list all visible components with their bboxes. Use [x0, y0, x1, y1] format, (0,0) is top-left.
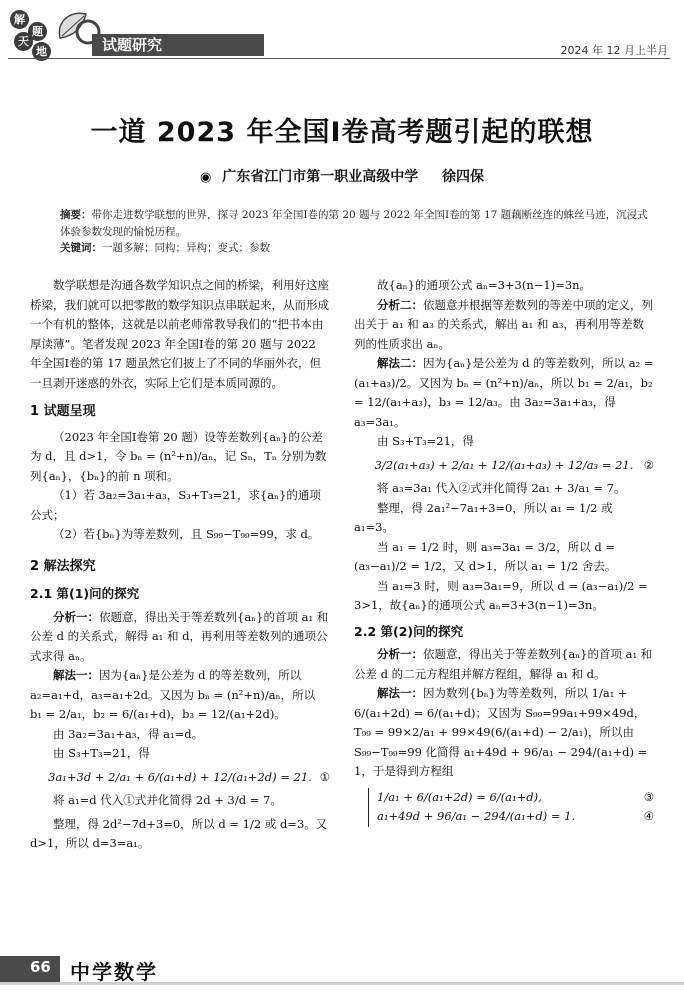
section-heading-1: 1 试题呈现	[30, 404, 96, 419]
keywords-label: 关键词：	[60, 242, 102, 254]
analysis-3	[354, 645, 654, 684]
solution-1-text-b: 由 3a₂=3a₁+a₃，得 a₁=d。	[53, 726, 204, 741]
section-name: 试题研究	[92, 34, 264, 56]
equation-1-number: ①	[319, 769, 330, 784]
logo-char-3: 天	[14, 32, 33, 51]
logo-char-4: 地	[32, 42, 51, 61]
analysis-1	[30, 608, 330, 667]
equation-3-number: ③	[643, 789, 654, 804]
problem-part-1: （1）若 3a₂=3a₁+a₃，S₃+T₃=21，求{aₙ}的通项公式；	[30, 488, 321, 522]
solution-3	[354, 684, 654, 782]
solution-2-label: 解法二：	[377, 356, 423, 370]
intro-paragraph: 数学联想是沟通各数学知识点之间的桥梁，利用好这座桥梁，我们就可以把零散的数学知识点串联起来，从而形成一个有机的整体，这就是以前老师常教导我们的“把书本由厚读薄”。笔者发现 2023 年全国Ⅰ卷的第 20 题与 2022 年全国Ⅰ卷的第 17 题虽然它们披上了不同的华丽外衣，但一旦剥开迷惑的外衣，实际上它们是本质同源的。	[30, 278, 329, 390]
solution-2-text-c: 将 a₃=3a₁ 代入②式并化简得 2a₁ + 3/a₁ = 7。	[377, 481, 626, 495]
solution-3-text-a: 因为数列{bₙ}为等差数列，所以 1/a₁ + 6/(a₁+2d) = 6/(a₁+d)；又因为 S₉₉=99a₁+99×49d，T₉₉ = 99×2/a₁ + 99×49(6/(a₁+d) − 2/a₁)，所以由 S₉₉−T₉₉=99 化简得 a₁+49d + 96/a₁ − 294/(a₁+d) = 1，于是得到方程组	[354, 686, 648, 778]
solution-2-text-a: 因为{aₙ}是公差为 d 的等差数列，所以 a₂ = (a₁+a₃)/2。又因为 bₙ = (n²+n)/aₙ，所以 b₁ = 2/a₁，b₂ = 12/(a₁+a₃)，b₃ = 12/a₃。由 3a₂=3a₁+a₃，得 a₃=3a₁。	[354, 356, 654, 429]
equation-1-body: 3a₁+3d + 2/a₁ + 6/(a₁+d) + 12/(a₁+2d) = 21.	[48, 769, 312, 784]
author-line	[0, 166, 684, 186]
problem-stem: （2023 年全国Ⅰ卷第 20 题）设等差数列{aₙ}的公差为 d，且 d>1，令 bₙ = (n²+n)/aₙ，记 Sₙ，Tₙ 分别为数列{aₙ}，{bₙ}的前 n 项和。	[30, 429, 327, 483]
subsection-heading-2-2: 2.2 第(2)问的探究	[354, 623, 464, 639]
solution-2-text-f: 当 a₁=3 时，则 a₃=3a₁=9，所以 d = (a₃−a₁)/2 = 3>1，故{aₙ}的通项公式 aₙ=3+3(n−1)=3n。	[354, 578, 648, 612]
author-mark-icon: ◉	[200, 170, 212, 185]
analysis-1-label: 分析一：	[53, 609, 99, 624]
solution-1	[30, 666, 330, 725]
section-heading-2: 2 解法探究	[30, 558, 96, 574]
solution-1-text-e: 整理，得 2d²−7d+3=0，所以 d = 1/2 或 d=3。又 d>1，所以 d=3=a₁。	[30, 816, 328, 850]
header-divider	[8, 58, 670, 59]
analysis-2-label: 分析二：	[377, 297, 423, 312]
system-line-3	[377, 788, 654, 808]
solution-2	[354, 354, 654, 432]
equation-1	[30, 768, 330, 788]
analysis-3-label: 分析一：	[377, 647, 423, 661]
equation-4-number: ④	[643, 809, 654, 823]
issue-date: 2024 年 12 月上半月	[560, 44, 668, 57]
equation-2	[354, 456, 654, 476]
equation-system	[368, 788, 654, 827]
solution-2-text-b: 由 S₃+T₃=21，得	[377, 434, 474, 448]
solution-1-text-d: 将 a₁=d 代入①式并化简得 2d + 3/d = 7。	[53, 793, 282, 807]
analysis-1-text: 依题意，得出关于等差数列{aₙ}的首项 a₁ 和公差 d 的关系式，解得 a₁ 和 d，再利用等差数列的通项公式求得 aₙ。	[30, 609, 329, 663]
analysis-3-text: 依题意，得出关于等差数列{aₙ}的首项 a₁ 和公差 d 的二元方程组并解方程组，解得 a₁ 和 d。	[354, 647, 653, 681]
left-column	[30, 276, 330, 854]
logo-char-2: 题	[28, 22, 47, 41]
right-text-1: 故{aₙ}的通项公式 aₙ=3+3(n−1)=3n。	[377, 278, 592, 292]
equation-4-body: a₁+49d + 96/a₁ − 294/(a₁+d) = 1.	[377, 809, 576, 823]
equation-2-number: ②	[643, 457, 654, 472]
keywords-text: 一题多解；同构；异构；变式；参数	[102, 242, 270, 254]
article-title: 一道 2023 年全国Ⅰ卷高考题引起的联想	[90, 117, 594, 148]
system-line-4	[377, 807, 654, 827]
solution-2-text-e: 当 a₁ = 1/2 时，则 a₃=3a₁ = 3/2，所以 d = (a₃−a₁)/2 = 1/2，又 d>1，所以 a₁ = 1/2 舍去。	[354, 539, 617, 573]
problem-part-2: （2）若{bₙ}为等差数列，且 S₉₉−T₉₉=99，求 d。	[53, 527, 320, 541]
solution-1-text-c: 由 S₃+T₃=21，得	[53, 746, 150, 760]
solution-3-label: 解法一：	[377, 686, 423, 700]
solution-1-label: 解法一：	[53, 668, 99, 682]
solution-2-text-d: 整理，得 2a₁²−7a₁+3=0，所以 a₁ = 1/2 或 a₁=3。	[354, 500, 613, 534]
solution-1-text-a: 因为{aₙ}是公差为 d 的等差数列，所以 a₂=a₁+d，a₃=a₁+2d。又因为 bₙ = (n²+n)/aₙ，所以 b₁ = 2/a₁，b₂ = 6/(a₁+d)，b₃ = 12/(a₁+2d)。	[30, 668, 316, 721]
keywords	[60, 240, 650, 255]
author-affiliation: 广东省江门市第一职业高级中学	[222, 169, 419, 185]
equation-2-body: 3/2(a₁+a₃) + 2/a₁ + 12/(a₁+a₃) + 12/a₃ = 21.	[374, 457, 634, 472]
page-number: 66	[30, 958, 51, 976]
abstract-label: 摘要：	[60, 209, 92, 221]
analysis-2	[354, 296, 654, 355]
author-name: 徐四保	[441, 169, 484, 185]
subsection-heading-2-1: 2.1 第(1)问的探究	[30, 586, 140, 601]
equation-3-body: 1/a₁ + 6/(a₁+2d) = 6/(a₁+d),	[377, 789, 542, 804]
logo-char-1: 解	[10, 10, 29, 29]
right-column	[354, 276, 654, 827]
abstract	[60, 207, 650, 241]
abstract-text: 带你走进数学联想的世界，探寻 2023 年全国Ⅰ卷的第 20 题与 2022 年全国Ⅰ卷的第 17 题藕断丝连的蛛丝马迹，沉浸式体验参数发现的愉悦历程。	[60, 209, 648, 238]
footer-divider	[0, 982, 684, 985]
analysis-2-text: 依题意并根据等差数列的等差中项的定义，列出关于 a₁ 和 a₃ 的关系式，解出 a₁ 和 a₃，再利用等差数列的性质求出 aₙ。	[354, 297, 653, 351]
journal-logo: 中学数学	[70, 960, 158, 984]
